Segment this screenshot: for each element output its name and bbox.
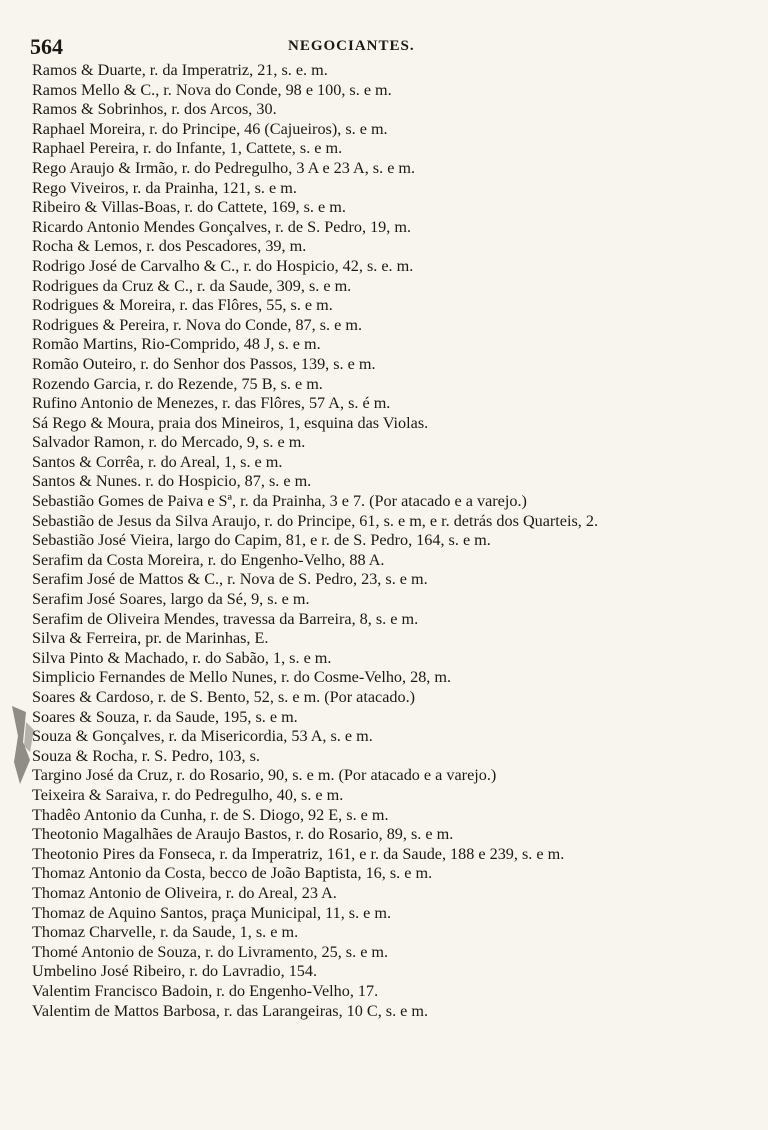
list-item: Ricardo Antonio Mendes Gonçalves, r. de S. Pedro, 19, m.	[32, 217, 412, 236]
list-item: Rozendo Garcia, r. do Rezende, 75 B, s. e m.	[32, 374, 323, 393]
list-item: Souza & Gonçalves, r. da Misericordia, 53 A, s. e m.	[32, 727, 373, 746]
page-header	[30, 34, 730, 58]
list-item: Soares & Souza, r. da Saude, 195, s. e m.	[32, 707, 298, 726]
list-item: Teixeira & Saraiva, r. do Pedregulho, 40, s. e m.	[32, 785, 344, 804]
list-item: Rego Viveiros, r. da Prainha, 121, s. e m.	[32, 178, 297, 197]
list-item: Sá Rego & Moura, praia dos Mineiros, 1, esquina das Violas.	[32, 413, 429, 432]
list-item: Santos & Corrêa, r. do Areal, 1, s. e m.	[32, 452, 283, 471]
list-item: Simplicio Fernandes de Mello Nunes, r. do Cosme-Velho, 28, m.	[32, 668, 452, 687]
list-item: Valentim Francisco Badoin, r. do Engenho-Velho, 17.	[32, 981, 379, 1000]
list-item: Sebastião de Jesus da Silva Araujo, r. do Principe, 61, s. e m, e r. detrás dos Quarteis, 2.	[32, 511, 599, 530]
list-item: Romão Martins, Rio-Comprido, 48 J, s. e m.	[32, 335, 321, 354]
list-item: Salvador Ramon, r. do Mercado, 9, s. e m.	[32, 433, 306, 452]
list-item: Targino José da Cruz, r. do Rosario, 90, s. e m. (Por atacado e a varejo.)	[32, 766, 497, 785]
list-item: Rodrigues da Cruz & C., r. da Saude, 309, s. e m.	[32, 276, 352, 295]
list-item: Ramos & Sobrinhos, r. dos Arcos, 30.	[32, 100, 277, 119]
list-item: Rufino Antonio de Menezes, r. das Flôres, 57 A, s. é m.	[32, 394, 391, 413]
list-item: Silva & Ferreira, pr. de Marinhas, E.	[32, 629, 269, 648]
list-item: Serafim José Soares, largo da Sé, 9, s. e m.	[32, 590, 310, 609]
list-item: Sebastião José Vieira, largo do Capim, 81, e r. de S. Pedro, 164, s. e m.	[32, 531, 491, 550]
list-item: Thomaz Antonio da Costa, becco de João Baptista, 16, s. e m.	[32, 864, 433, 883]
list-item: Silva Pinto & Machado, r. do Sabão, 1, s. e m.	[32, 648, 332, 667]
list-item: Serafim José de Mattos & C., r. Nova de S. Pedro, 23, s. e m.	[32, 570, 428, 589]
list-item: Rodrigo José de Carvalho & C., r. do Hospicio, 42, s. e. m.	[32, 256, 414, 275]
list-item: Raphael Pereira, r. do Infante, 1, Cattete, s. e m.	[32, 139, 343, 158]
list-item: Thomaz Charvelle, r. da Saude, 1, s. e m.	[32, 923, 299, 942]
list-item: Thomé Antonio de Souza, r. do Livramento, 25, s. e m.	[32, 942, 389, 961]
list-item: Thomaz Antonio de Oliveira, r. do Areal, 23 A.	[32, 883, 337, 902]
list-item: Santos & Nunes. r. do Hospicio, 87, s. e m.	[32, 472, 312, 491]
list-item: Soares & Cardoso, r. de S. Bento, 52, s. e m. (Por atacado.)	[32, 688, 416, 706]
list-item: Rocha & Lemos, r. dos Pescadores, 39, m.	[32, 237, 307, 256]
list-item: Rego Araujo & Irmão, r. do Pedregulho, 3 A e 23 A, s. e m.	[32, 158, 416, 177]
list-item: Thadêo Antonio da Cunha, r. de S. Diogo, 92 E, s. e m.	[32, 805, 389, 824]
running-title: NEGOCIANTES.	[288, 38, 415, 54]
list-item: Ramos & Duarte, r. da Imperatriz, 21, s. e. m.	[32, 61, 328, 79]
list-item: Ramos Mello & C., r. Nova do Conde, 98 e 100, s. e m.	[32, 80, 392, 99]
list-item: Souza & Rocha, r. S. Pedro, 103, s.	[32, 746, 260, 765]
list-item: Romão Outeiro, r. do Senhor dos Passos, 139, s. e m.	[32, 354, 376, 373]
list-item: Serafim da Costa Moreira, r. do Engenho-Velho, 88 A.	[32, 550, 385, 569]
list-item: Theotonio Pires da Fonseca, r. da Imperatriz, 161, e r. da Saude, 188 e 239, s. e m.	[32, 844, 565, 863]
page-number: 564	[30, 34, 63, 59]
list-item: Theotonio Magalhães de Araujo Bastos, r. do Rosario, 89, s. e m.	[32, 825, 454, 844]
list-item: Serafim de Oliveira Mendes, travessa da Barreira, 8, s. e m.	[32, 609, 419, 628]
list-item: Thomaz de Aquino Santos, praça Municipal, 11, s. e m.	[32, 903, 392, 922]
list-item: Umbelino José Ribeiro, r. do Lavradio, 154.	[32, 962, 318, 981]
merchant-list	[32, 61, 732, 1021]
list-item: Ribeiro & Villas-Boas, r. do Cattete, 169, s. e m.	[32, 198, 346, 217]
list-item: Valentim de Mattos Barbosa, r. das Larangeiras, 10 C, s. e m.	[32, 1001, 429, 1020]
list-item: Rodrigues & Pereira, r. Nova do Conde, 87, s. e m.	[32, 315, 362, 334]
list-item: Rodrigues & Moreira, r. das Flôres, 55, s. e m.	[32, 296, 333, 315]
list-item: Raphael Moreira, r. do Principe, 46 (Cajueiros), s. e m.	[32, 119, 388, 138]
list-item: Sebastião Gomes de Paiva e Sª, r. da Prainha, 3 e 7. (Por atacado e a varejo.)	[32, 492, 527, 511]
